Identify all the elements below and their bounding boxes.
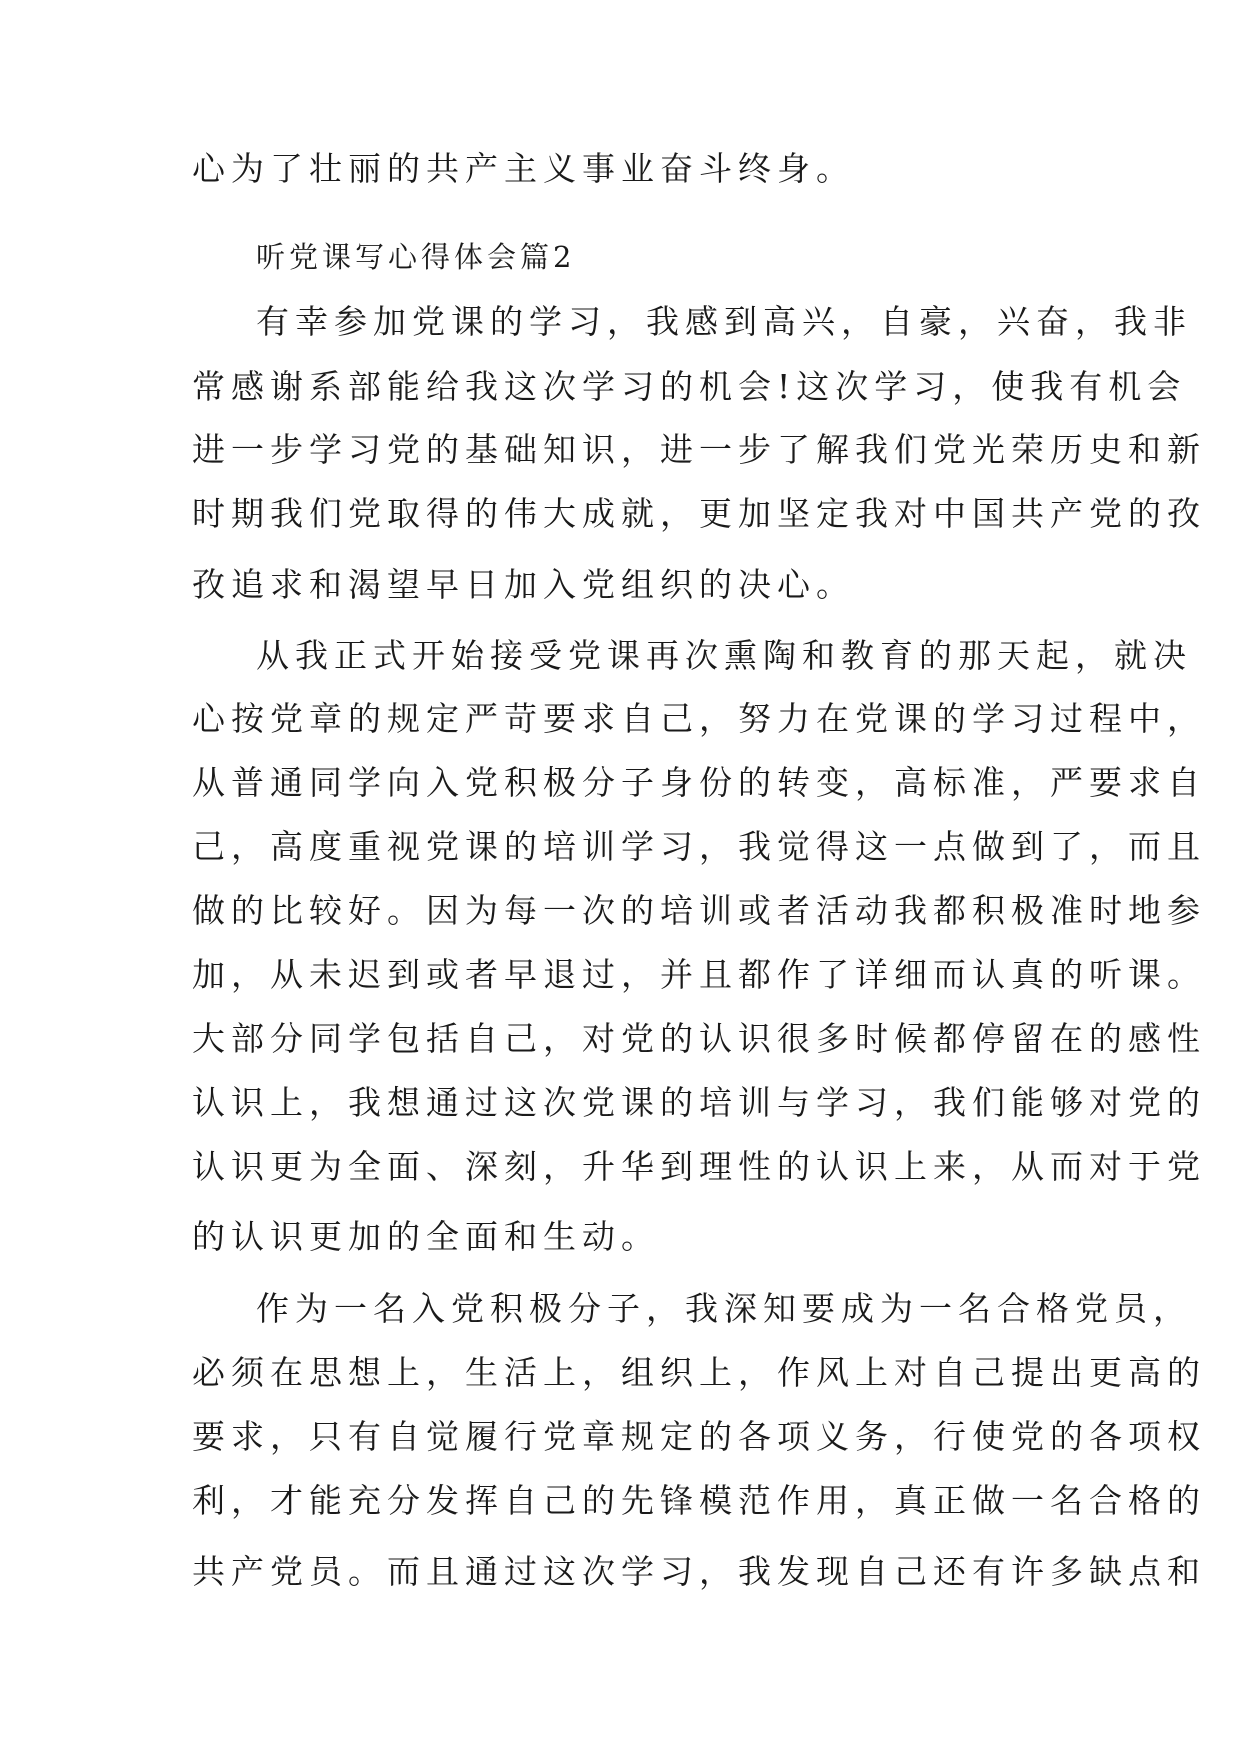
body-text-line: 的认识更加的全面和生动。 bbox=[192, 1217, 660, 1256]
body-text-line: 常感谢系部能给我这次学习的机会!这次学习，使我有机会 bbox=[192, 367, 1187, 406]
body-text-line: 共产党员。而且通过这次学习，我发现自己还有许多缺点和 bbox=[192, 1552, 1206, 1591]
body-text-line: 从普通同学向入党积极分子身份的转变，高标准，严要求自 bbox=[192, 763, 1206, 802]
body-text-line: 大部分同学包括自己，对党的认识很多时候都停留在的感性 bbox=[192, 1019, 1206, 1058]
body-text-line: 认识上，我想通过这次党课的培训与学习，我们能够对党的 bbox=[192, 1083, 1206, 1122]
body-text-line: 心按党章的规定严苛要求自己，努力在党课的学习过程中， bbox=[192, 699, 1206, 738]
body-text-line: 从我正式开始接受党课再次熏陶和教育的那天起，就决 bbox=[256, 636, 1192, 675]
body-text-line: 加，从未迟到或者早退过，并且都作了详细而认真的听课。 bbox=[192, 955, 1206, 994]
body-text-line: 时期我们党取得的伟大成就，更加坚定我对中国共产党的孜 bbox=[192, 494, 1206, 533]
body-text-line: 利，才能充分发挥自己的先锋模范作用，真正做一名合格的 bbox=[192, 1481, 1206, 1520]
body-text-line: 孜追求和渴望早日加入党组织的决心。 bbox=[192, 565, 855, 604]
section-heading: 听党课写心得体会篇2 bbox=[256, 240, 576, 274]
body-text-line: 做的比较好。因为每一次的培训或者活动我都积极准时地参 bbox=[192, 891, 1206, 930]
body-text-line: 必须在思想上，生活上，组织上，作风上对自己提出更高的 bbox=[192, 1353, 1206, 1392]
body-text-line: 进一步学习党的基础知识，进一步了解我们党光荣历史和新 bbox=[192, 430, 1206, 469]
body-text-line: 己，高度重视党课的培训学习，我觉得这一点做到了，而且 bbox=[192, 827, 1206, 866]
body-text-line: 要求，只有自觉履行党章规定的各项义务，行使党的各项权 bbox=[192, 1417, 1206, 1456]
body-text-line: 心为了壮丽的共产主义事业奋斗终身。 bbox=[192, 149, 855, 188]
body-text-line: 作为一名入党积极分子，我深知要成为一名合格党员， bbox=[256, 1289, 1192, 1328]
body-text-line: 有幸参加党课的学习，我感到高兴，自豪，兴奋，我非 bbox=[256, 302, 1192, 341]
body-text-line: 认识更为全面、深刻，升华到理性的认识上来，从而对于党 bbox=[192, 1147, 1206, 1186]
